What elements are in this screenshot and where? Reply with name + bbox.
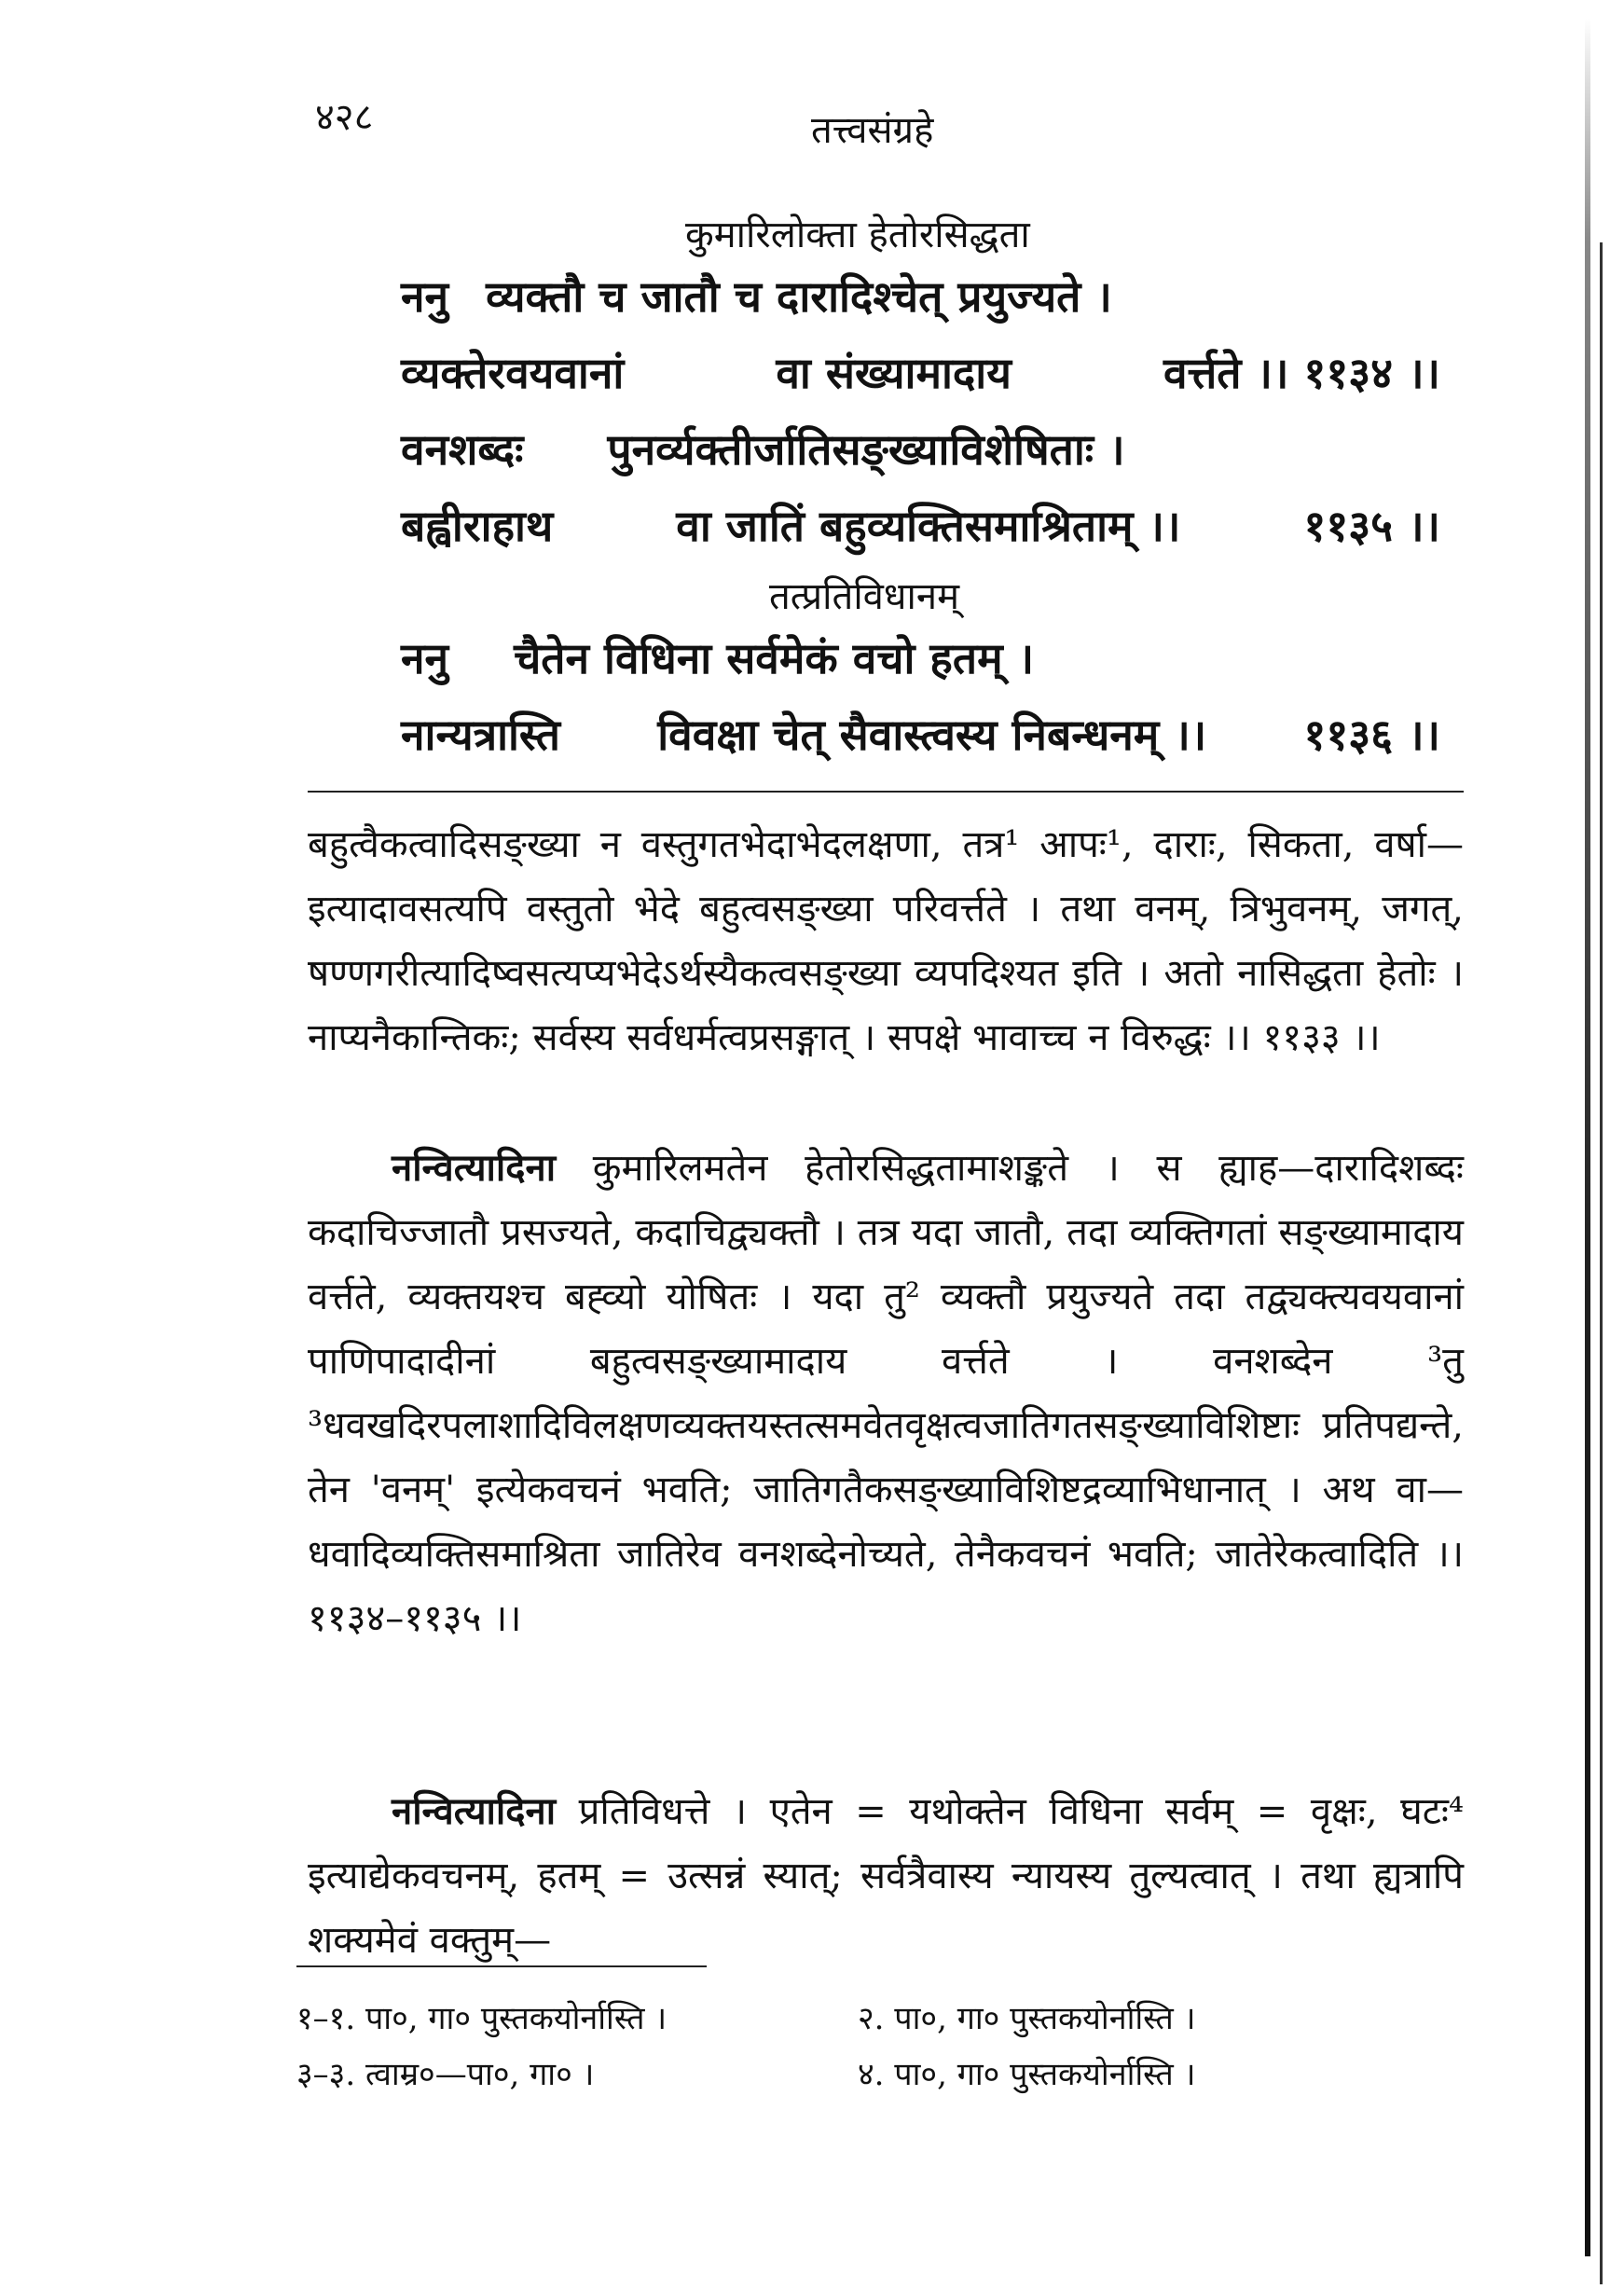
verse-word: विवक्षा चेत् सैवास्त्वस्य निबन्धनम् ।। — [657, 710, 1207, 760]
footnote: २. पा०, गा० पुस्तकयोर्नास्ति । — [858, 2000, 1196, 2037]
verse-number: ११३६ ।। — [1303, 710, 1440, 760]
verse-line — [401, 421, 1440, 477]
verse-word: बह्वीराहाथ — [401, 501, 554, 551]
page-edge-rule — [1600, 242, 1603, 2284]
verse-line — [401, 630, 1440, 686]
commentary-paragraph: बहुत्वैकत्वादिसङ्ख्या न वस्तुगतभेदाभेदलक्षणा, तत्र¹ आपः¹, दाराः, सिकता, वर्षा—इत्यादावसत्यपि वस्तुतो भेदे बहुत्वसङ्ख्या परिवर्त्तते । तथा वनम्, त्रिभुवनम्, जगत्, षण्णगरीत्यादिष्वसत्यप्यभेदेऽर्थस्यैकत्वसङ्ख्या व्यपदिश्यत इति । अतो नासिद्धता हेतोः । नाप्यनैकान्तिकः; सर्वस्य सर्वधर्मत्वप्रसङ्गात् । सपक्षे भावाच्च न विरुद्धः ।। ११३३ ।। — [308, 823, 1464, 1059]
commentary-text: प्रतिविधत्ते । एतेन = यथोक्तेन विधिना सर्वम् = वृक्षः, घटः⁴ इत्याद्येकवचनम्, हतम् = उत्सन्नं स्यात्; सर्वत्रैवास्य न्यायस्य तुल्यत्वात् । तथा ह्यत्रापि शक्यमेवं वक्तुम्— — [308, 1790, 1464, 1962]
running-title: तत्त्वसंग्रहे — [811, 109, 934, 152]
verse-word: चैतेन विधिना सर्वमेकं वचो हतम् । — [514, 633, 1035, 683]
verse-line — [401, 707, 1440, 763]
verse-line — [401, 269, 1440, 324]
commentary-lead: नन्वित्यादिना — [392, 1789, 557, 1833]
verse-word: वनशब्दः — [401, 424, 524, 475]
verse-word: ननु — [401, 271, 449, 322]
commentary-paragraph — [308, 1779, 1464, 1973]
verse-word: नान्यत्रास्ति — [401, 710, 561, 760]
verse-word: वा संख्यामादाय — [776, 348, 1012, 398]
section-heading: कुमारिलोक्ता हेतोरसिद्धता — [685, 214, 1030, 256]
commentary-lead: नन्वित्यादिना — [392, 1146, 557, 1190]
divider-rule — [308, 791, 1464, 793]
verse-word: व्यक्तौ च जातौ च दारादिश्चेत् प्रयुज्यते । — [486, 271, 1112, 322]
verse-word: ननु — [401, 633, 449, 683]
section-heading: तत्प्रतिविधानम् — [769, 575, 959, 618]
page-number: ४२८ — [315, 96, 374, 139]
verse-line — [401, 498, 1440, 554]
verse-word: वा जातिं बहुव्यक्तिसमाश्रिताम् ।। — [676, 501, 1181, 551]
verse-number: ११३५ ।। — [1303, 501, 1440, 551]
commentary-paragraph — [308, 1136, 1464, 1651]
footnote: ३–३. त्वाम्र०—पा०, गा० । — [296, 2056, 595, 2093]
footnote: ४. पा०, गा० पुस्तकयोर्नास्ति । — [858, 2056, 1196, 2093]
verse-word: पुनर्व्यक्तीर्जातिसङ्ख्याविशेषिताः । — [607, 424, 1125, 475]
verse-word: व्यक्तेरवयवानां — [401, 348, 625, 398]
verse-line — [401, 345, 1440, 401]
commentary-text: कुमारिलमतेन हेतोरसिद्धतामाशङ्कते । स ह्याह—दारादिशब्दः कदाचिज्जातौ प्रसज्यते, कदाचिद्व्यक्तौ । तत्र यदा जातौ, तदा व्यक्तिगतां सङ्ख्यामादाय वर्त्तते, व्यक्तयश्च बह्व्यो योषितः । यदा तु² व्यक्तौ प्रयुज्यते तदा तद्व्यक्त्यवयवानां पाणिपादादीनां बहुत्वसङ्ख्यामादाय वर्त्तते । वनशब्देन ³तु ³धवखदिरपलाशादिविलक्षणव्यक्तयस्तत्समवेतवृक्षत्वजातिगतसङ्ख्याविशिष्टाः प्रतिपद्यन्ते, तेन 'वनम्' इत्येकवचनं भवति; जातिगतैकसङ्ख्याविशिष्टद्रव्याभिधानात् । अथ वा—धवादिव्यक्तिसमाश्रिता जातिरेव वनशब्देनोच्यते, तेनैकवचनं भवति; जातेरेकत्वादिति ।। ११३४–११३५ ।। — [308, 1147, 1464, 1640]
page-edge-shadow — [1585, 19, 1590, 2256]
footnote-rule — [296, 1965, 707, 1967]
verse-number: वर्त्तते ।। ११३४ ।। — [1163, 348, 1440, 398]
footnote: १–१. पा०, गा० पुस्तकयोर्नास्ति । — [296, 2000, 667, 2037]
